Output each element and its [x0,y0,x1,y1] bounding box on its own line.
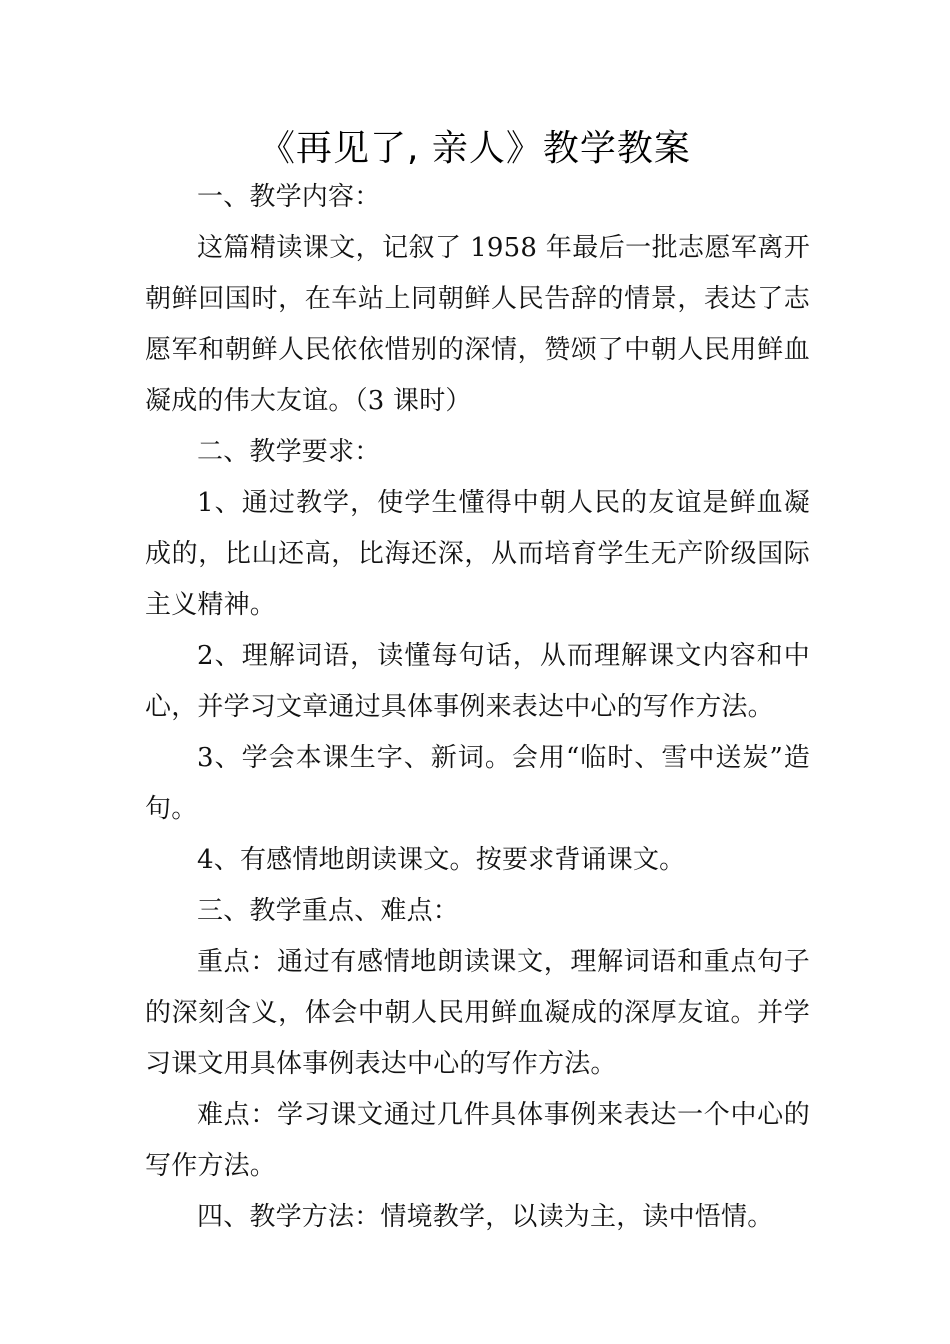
requirement-item-3: 3、学会本课生字、新词。会用“临时、雪中送炭”造句。 [145,743,810,824]
section-heading-methods: 四、教学方法：情境教学，以读为主，读中悟情。 [197,1202,774,1232]
requirement-item-1: 1、通过教学，使学生懂得中朝人民的友谊是鲜血凝成的，比山还高，比海还深，从而培育学生无产阶级国际主义精神。 [145,488,810,620]
section-heading-key-points: 三、教学重点、难点： [197,896,460,926]
requirement-item-2: 2、理解词语，读懂每句话，从而理解课文内容和中心，并学习文章通过具体事例来表达中心的写作方法。 [145,641,810,722]
document-title: 《再见了, 亲人》教学教案 [259,128,691,169]
difficulty-paragraph: 难点：学习课文通过几件具体事例来表达一个中心的写作方法。 [145,1100,810,1181]
document-body [145,172,810,1243]
section-heading-requirements: 二、教学要求： [197,437,381,467]
key-point-paragraph: 重点：通过有感情地朗读课文，理解词语和重点句子的深刻含义，体会中朝人民用鲜血凝成的深厚友谊。并学习课文用具体事例表达中心的写作方法。 [145,947,810,1079]
section-heading-content: 一、教学内容： [197,182,381,212]
requirement-item-4: 4、有感情地朗读课文。按要求背诵课文。 [197,845,686,875]
content-paragraph: 这篇精读课文，记叙了 1958 年最后一批志愿军离开朝鲜回国时，在车站上同朝鲜人民告辞的情景，表达了志愿军和朝鲜人民依依惜别的深情，赞颂了中朝人民用鲜血凝成的伟大友谊。（3 课时） [145,233,810,416]
